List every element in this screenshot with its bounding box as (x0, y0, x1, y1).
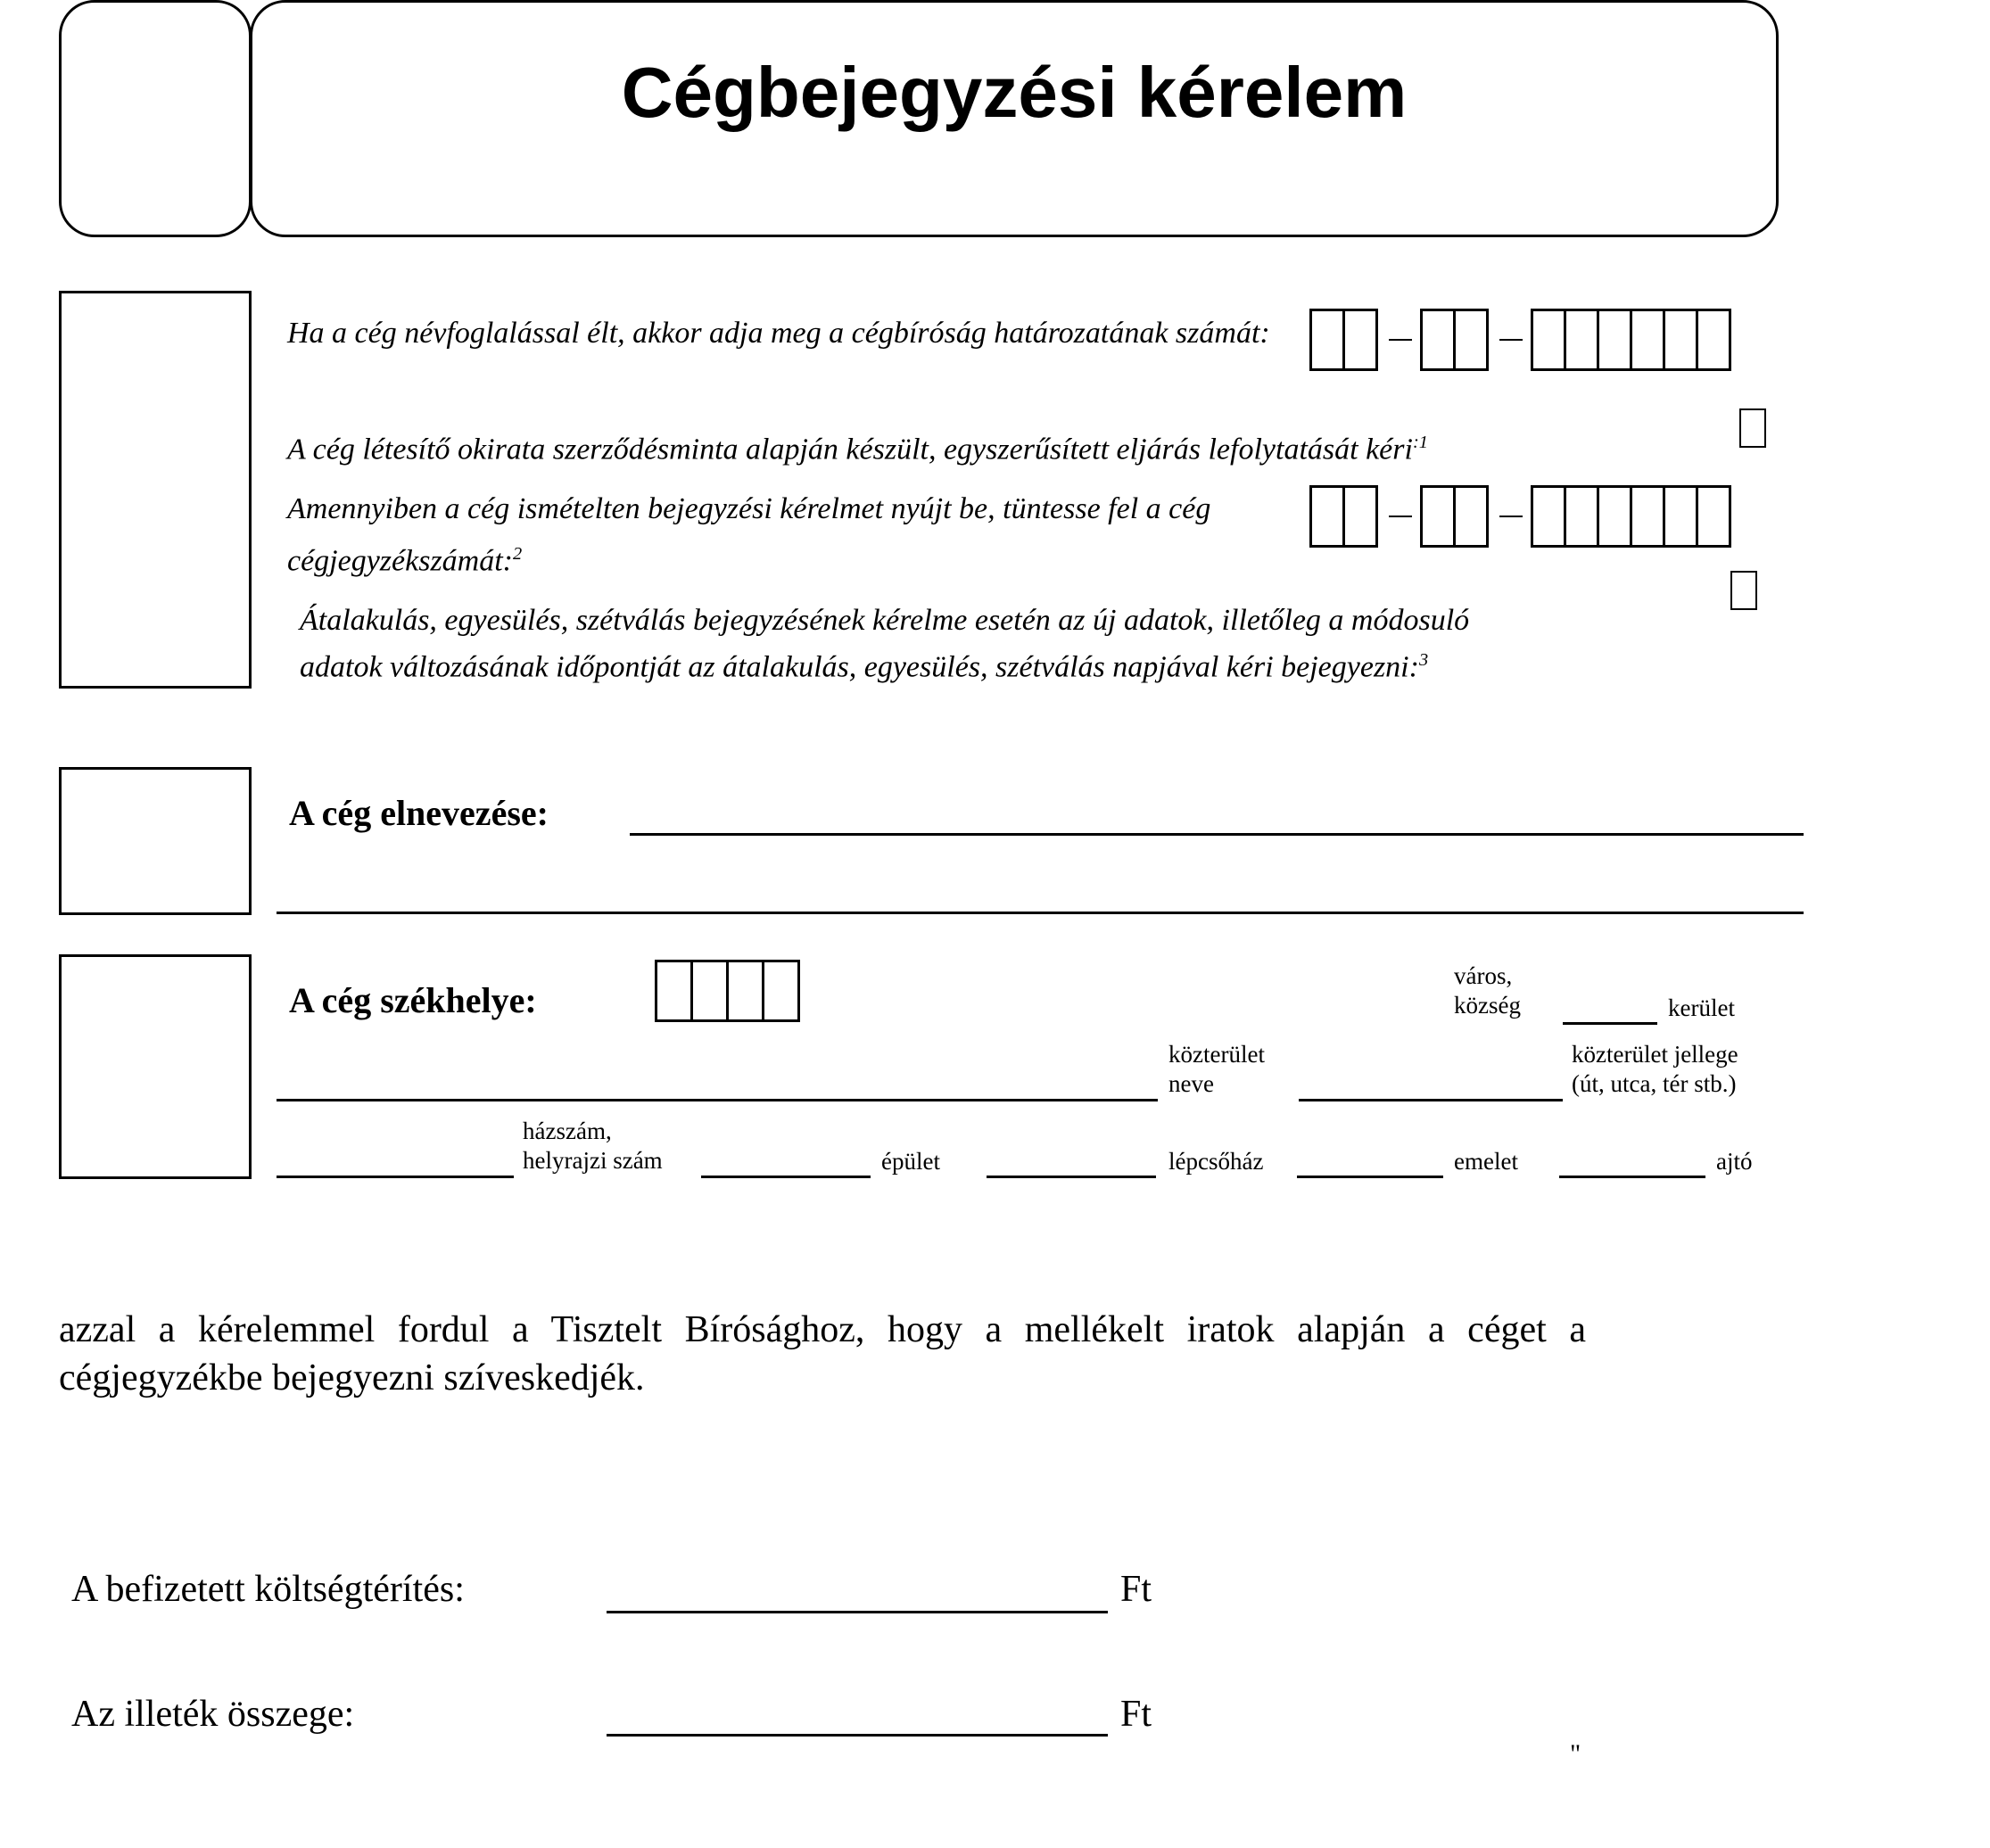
cost-unit: Ft (1120, 1569, 1152, 1610)
street-name-line[interactable] (1299, 1099, 1563, 1101)
street-name-label (1168, 1040, 1265, 1099)
street-type-label-line2: (út, utca, tér stb.) (1572, 1070, 1737, 1097)
repeat-footnote: 2 (513, 544, 523, 564)
name-reservation-question (287, 314, 1286, 353)
cost-label: A befizetett költségtérítés: (71, 1569, 465, 1610)
page-title: Cégbejegyzési kérelem (621, 53, 1408, 132)
floor-line[interactable] (1297, 1176, 1443, 1178)
duty-line[interactable] (607, 1734, 1108, 1737)
section3-side-box (59, 954, 252, 1179)
company-name-line2[interactable] (277, 912, 1804, 914)
transformation-checkbox[interactable] (1730, 571, 1757, 610)
request-paragraph-line1: azzal a kérelemmel fordul a Tisztelt Bírósághoz, hogy a mellékelt iratok alapján a céget a (59, 1309, 1586, 1350)
header-side-box (59, 0, 252, 237)
section1-side-box (59, 291, 252, 689)
request-paragraph (59, 1306, 1586, 1402)
transformation-text-line1: Átalakulás, egyesülés, szétválás bejegyzésének kérelme esetén az új adatok, illetőleg a módosuló (300, 604, 1470, 637)
street-name-label-line2: neve (1168, 1070, 1214, 1097)
company-name-line1[interactable] (630, 833, 1804, 836)
building-label: épület (881, 1148, 940, 1175)
building-line[interactable] (701, 1176, 871, 1178)
company-name-label: A cég elnevezése: (289, 793, 549, 833)
district-label: kerület (1668, 994, 1735, 1021)
staircase-label: lépcsőház (1168, 1148, 1264, 1175)
street-type-label-line1: közterület jellege (1572, 1041, 1738, 1068)
repeat-text: Amennyiben a cég ismételten bejegyzési kérelmet nyújt be, tüntesse fel a cég cégjegyzékszámát: (287, 492, 1211, 578)
template-footnote: :1 (1412, 433, 1428, 452)
city-label-line1: város, (1454, 962, 1513, 989)
house-number-label-line1: házszám, (523, 1118, 612, 1144)
cost-line[interactable] (607, 1611, 1108, 1613)
transformation-question (300, 601, 1691, 687)
footer-mark: " (1570, 1739, 1581, 1769)
floor-label: emelet (1454, 1148, 1518, 1175)
template-question (287, 423, 1590, 469)
template-checkbox[interactable] (1739, 408, 1766, 448)
house-number-line[interactable] (277, 1176, 514, 1178)
name-reservation-text: Ha a cég névfoglalással élt, akkor adja meg a cégbíróság határozatának számát: (287, 317, 1270, 350)
section2-side-box (59, 767, 252, 915)
district-line[interactable] (1563, 1022, 1657, 1025)
city-label-line2: község (1454, 992, 1521, 1019)
street-name-label-line1: közterület (1168, 1041, 1265, 1068)
template-text: A cég létesítő okirata szerződésminta alapján készült, egyszerűsített eljárás lefolytatását kéri (287, 433, 1413, 466)
company-reg-number-field[interactable] (1309, 485, 1731, 548)
door-line[interactable] (1559, 1176, 1705, 1178)
repeat-question (287, 487, 1286, 583)
duty-label: Az illeték összege: (71, 1694, 355, 1735)
transformation-footnote: 3 (1418, 650, 1429, 670)
duty-unit: Ft (1120, 1694, 1152, 1735)
seat-label: A cég székhelye: (289, 980, 537, 1020)
postal-code-field[interactable] (655, 960, 800, 1022)
house-number-label (523, 1117, 663, 1176)
street-type-label (1572, 1040, 1738, 1099)
house-number-label-line2: helyrajzi szám (523, 1147, 663, 1174)
door-label: ajtó (1716, 1148, 1753, 1175)
city-label (1454, 961, 1521, 1020)
city-line[interactable] (277, 1099, 1158, 1101)
staircase-line[interactable] (987, 1176, 1156, 1178)
request-paragraph-line2: cégjegyzékbe bejegyezni szíveskedjék. (59, 1357, 645, 1398)
resolution-number-field[interactable] (1309, 309, 1731, 371)
transformation-text-line2: adatok változásának időpontját az átalakulás, egyesülés, szétválás napjával kéri bejegyezni: (300, 650, 1419, 684)
